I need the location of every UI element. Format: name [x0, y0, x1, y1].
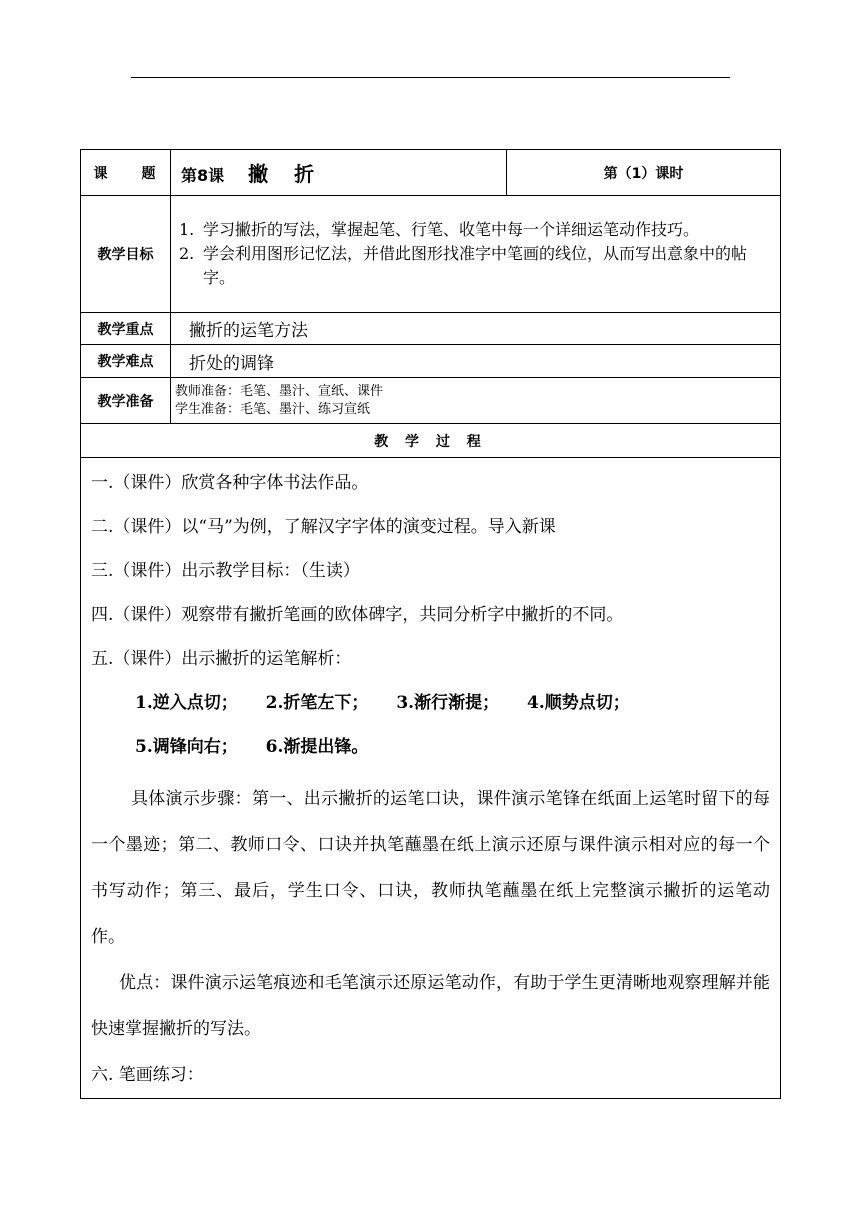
- process-step: 四.（课件）观察带有撇折笔画的欧体碑字，共同分析字中撇折的不同。: [91, 605, 624, 625]
- title-label: 课 题: [81, 150, 171, 196]
- preparation-label: 教学准备: [81, 378, 171, 424]
- advantage-paragraph: 优点：课件演示运笔痕迹和毛笔演示还原运笔动作，有助于学生更清晰地观察理解并能快速掌握撇折的写法。: [91, 973, 770, 1039]
- process-row: [81, 458, 781, 1099]
- lesson-title: [171, 150, 507, 196]
- analysis-item: 4.顺势点切；: [527, 693, 630, 713]
- student-preparation: 学生准备：毛笔、墨汁、练习宣纸: [175, 401, 371, 417]
- analysis-row-1: [91, 688, 770, 718]
- difficulty-label: 教学难点: [81, 345, 171, 378]
- analysis-item: 2.折笔左下；: [265, 693, 369, 713]
- process-step: 五.（课件）出示撇折的运笔解析：: [91, 649, 352, 669]
- preparation-content: [171, 378, 781, 424]
- process-step: 三.（课件）出示教学目标：（生读）: [91, 561, 360, 581]
- goals-content: [171, 196, 781, 313]
- process-step: 一.（课件）欣赏各种字体书法作品。: [91, 473, 369, 493]
- teacher-preparation: 教师准备：毛笔、墨汁、宣纸、课件: [175, 383, 384, 399]
- lesson-number: 第8课: [181, 166, 225, 185]
- lesson-plan-table: [80, 149, 781, 1099]
- header-rule: [131, 77, 730, 78]
- goals-label: 教学目标: [81, 196, 171, 313]
- key-point-label: 教学重点: [81, 313, 171, 345]
- difficulty-text: 折处的调锋: [171, 345, 781, 378]
- goals-row: [81, 196, 781, 313]
- difficulty-row: [81, 345, 781, 378]
- process-step: 二.（课件）以“马”为例，了解汉字字体的演变过程。导入新课: [91, 517, 556, 537]
- process-content: [81, 458, 781, 1099]
- key-point-text: 撇折的运笔方法: [171, 313, 781, 345]
- analysis-item: 6.渐提出锋。: [265, 737, 369, 757]
- key-point-row: [81, 313, 781, 345]
- analysis-row-2: [91, 732, 770, 762]
- analysis-item: 3.渐行渐提；: [396, 693, 500, 713]
- lesson-name: 撇折: [248, 162, 341, 186]
- process-heading-row: [81, 424, 781, 458]
- goal-item: 2. 学会利用图形记忆法，并借此图形找准字中笔画的线位，从而写出意象中的帖字。: [179, 244, 748, 287]
- process-heading: 教 学 过 程: [81, 424, 781, 458]
- preparation-row: [81, 378, 781, 424]
- lesson-period: 第（1）课时: [507, 150, 781, 196]
- title-row: [81, 150, 781, 196]
- goal-item: 1. 学习撇折的写法，掌握起笔、行笔、收笔中每一个详细运笔动作技巧。: [179, 220, 700, 239]
- analysis-item: 5.调锋向右；: [135, 737, 238, 757]
- analysis-item: 1.逆入点切；: [135, 693, 238, 713]
- demo-paragraph: 具体演示步骤：第一、出示撇折的运笔口诀，课件演示笔锋在纸面上运笔时留下的每一个墨迹；第二、教师口令、口诀并执笔蘸墨在纸上演示还原与课件演示相对应的每一个书写动作；第三、最后，学生口令、口诀，教师执笔蘸墨在纸上完整演示撇折的运笔动作。: [91, 789, 770, 947]
- practice-step: 六. 笔画练习：: [91, 1065, 204, 1085]
